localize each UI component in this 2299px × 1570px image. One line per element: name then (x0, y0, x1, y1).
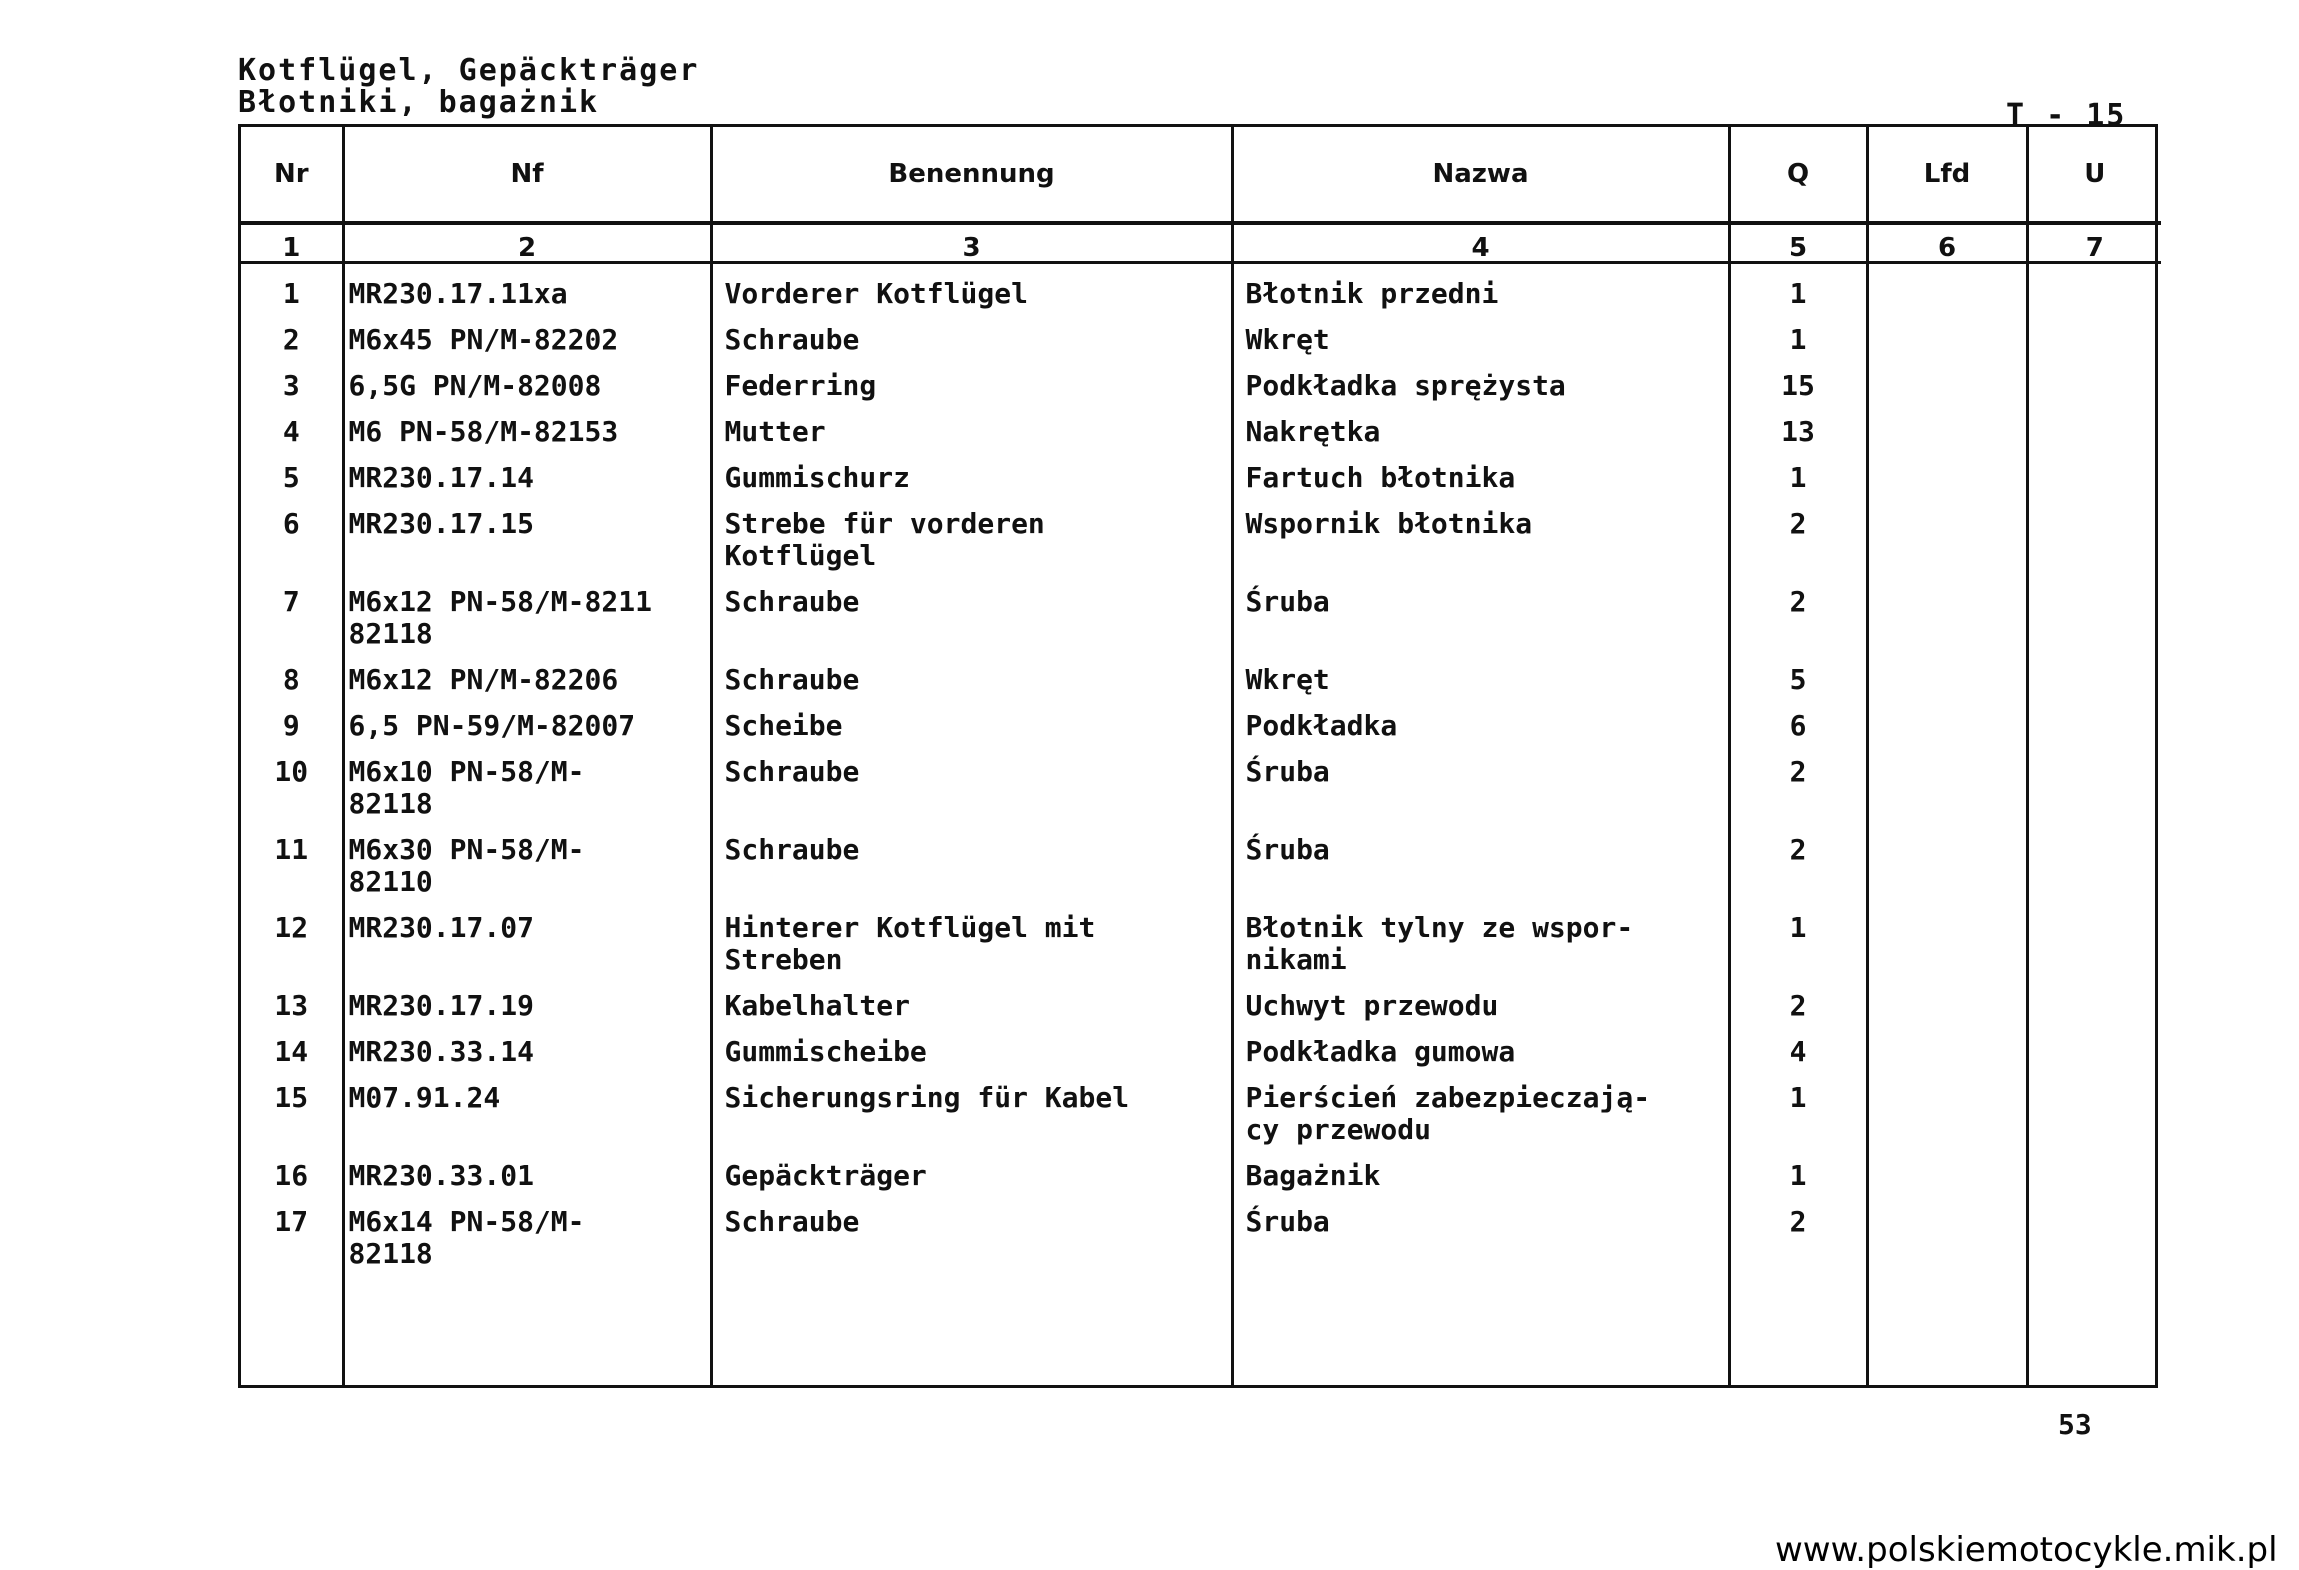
cell-nazwa: Podkładka sprężysta (1232, 356, 1729, 402)
cell-benennung: Scheibe (711, 696, 1232, 742)
col-number: 4 (1232, 223, 1729, 263)
cell-nr: 9 (282, 709, 300, 742)
cell-nr: 10 (274, 755, 309, 788)
cell-u (2027, 572, 2161, 650)
cell-nazwa: Nakrętka (1232, 402, 1729, 448)
cell-nf: M6x45 PN/M-82202 (343, 310, 711, 356)
empty-cell (241, 1270, 343, 1385)
col-header-nf: Nf (343, 127, 711, 223)
empty-cell (1729, 1270, 1867, 1385)
cell-lfd (1867, 820, 2027, 898)
cell-benennung: Schraube (711, 820, 1232, 898)
table-row (241, 1068, 2161, 1146)
cell-q: 2 (1729, 494, 1867, 572)
cell-u (2027, 356, 2161, 402)
cell-q: 13 (1729, 402, 1867, 448)
cell-nr: 13 (274, 989, 309, 1022)
cell-benennung: Schraube (711, 572, 1232, 650)
cell-nazwa: Wspornik błotnika (1232, 494, 1729, 572)
cell-lfd (1867, 650, 2027, 696)
table-row (241, 1192, 2161, 1270)
cell-nazwa: Śruba (1232, 820, 1729, 898)
table-row (241, 263, 2161, 311)
table-row (241, 494, 2161, 572)
cell-lfd (1867, 572, 2027, 650)
table-row (241, 356, 2161, 402)
cell-nr: 16 (274, 1159, 309, 1192)
cell-q: 1 (1729, 263, 1867, 311)
cell-nr: 4 (282, 415, 300, 448)
header-row (241, 127, 2161, 223)
cell-benennung: Strebe für vorderen Kotflügel (711, 494, 1232, 572)
table-row (241, 650, 2161, 696)
cell-lfd (1867, 448, 2027, 494)
cell-benennung: Mutter (711, 402, 1232, 448)
table-row (241, 696, 2161, 742)
cell-nr: 6 (282, 507, 300, 540)
cell-lfd (1867, 356, 2027, 402)
cell-q: 6 (1729, 696, 1867, 742)
cell-nr: 14 (274, 1035, 309, 1068)
cell-benennung: Gepäckträger (711, 1146, 1232, 1192)
cell-u (2027, 696, 2161, 742)
cell-u (2027, 1022, 2161, 1068)
cell-benennung: Hinterer Kotflügel mit Streben (711, 898, 1232, 976)
cell-lfd (1867, 1146, 2027, 1192)
col-number: 6 (1867, 223, 2027, 263)
empty-cell (343, 1270, 711, 1385)
cell-nr: 5 (282, 461, 300, 494)
cell-nazwa: Śruba (1232, 742, 1729, 820)
cell-benennung: Schraube (711, 742, 1232, 820)
cell-nf: 6,5G PN/M-82008 (343, 356, 711, 402)
cell-u (2027, 1146, 2161, 1192)
cell-lfd (1867, 742, 2027, 820)
col-header-nr: Nr (241, 127, 343, 223)
cell-benennung: Federring (711, 356, 1232, 402)
col-number: 7 (2027, 223, 2161, 263)
cell-nazwa: Śruba (1232, 1192, 1729, 1270)
table-row (241, 1022, 2161, 1068)
cell-nr: 17 (274, 1205, 309, 1238)
cell-nr: 2 (282, 323, 300, 356)
cell-q: 1 (1729, 898, 1867, 976)
cell-nr: 3 (282, 369, 300, 402)
table-row (241, 976, 2161, 1022)
cell-nazwa: Podkładka (1232, 696, 1729, 742)
table-row (241, 742, 2161, 820)
cell-benennung: Schraube (711, 1192, 1232, 1270)
col-number: 3 (711, 223, 1232, 263)
cell-q: 2 (1729, 820, 1867, 898)
cell-lfd (1867, 898, 2027, 976)
cell-u (2027, 263, 2161, 311)
cell-benennung: Schraube (711, 650, 1232, 696)
cell-u (2027, 448, 2161, 494)
col-header-u: U (2027, 127, 2161, 223)
cell-lfd (1867, 1068, 2027, 1146)
cell-lfd (1867, 696, 2027, 742)
col-header-q: Q (1729, 127, 1867, 223)
table-row (241, 448, 2161, 494)
cell-nf: 6,5 PN-59/M-82007 (343, 696, 711, 742)
filler-row (241, 1270, 2161, 1385)
cell-benennung: Gummischeibe (711, 1022, 1232, 1068)
cell-nr: 11 (274, 833, 309, 866)
col-header-nazwa: Nazwa (1232, 127, 1729, 223)
cell-q: 2 (1729, 976, 1867, 1022)
cell-u (2027, 1068, 2161, 1146)
cell-nazwa: Wkręt (1232, 650, 1729, 696)
watermark-url: www.polskiemotocykle.mik.pl (1775, 1530, 2278, 1570)
cell-u (2027, 650, 2161, 696)
cell-nf: M6x10 PN-58/M- 82118 (343, 742, 711, 820)
cell-lfd (1867, 976, 2027, 1022)
empty-cell (2027, 1270, 2161, 1385)
col-number: 5 (1729, 223, 1867, 263)
parts-table-frame (238, 124, 2158, 1388)
title-german: Kotflügel, Gepäckträger (238, 53, 700, 88)
cell-nf: M6x30 PN-58/M- 82110 (343, 820, 711, 898)
column-number-row (241, 223, 2161, 263)
cell-nf: MR230.17.15 (343, 494, 711, 572)
cell-nf: M6x12 PN/M-82206 (343, 650, 711, 696)
cell-nazwa: Fartuch błotnika (1232, 448, 1729, 494)
table-row (241, 898, 2161, 976)
cell-q: 5 (1729, 650, 1867, 696)
cell-nr: 8 (282, 663, 300, 696)
cell-benennung: Sicherungsring für Kabel (711, 1068, 1232, 1146)
table-row (241, 572, 2161, 650)
cell-nazwa: Błotnik przedni (1232, 263, 1729, 311)
cell-u (2027, 1192, 2161, 1270)
col-number: 2 (343, 223, 711, 263)
cell-lfd (1867, 310, 2027, 356)
empty-cell (711, 1270, 1232, 1385)
empty-cell (1867, 1270, 2027, 1385)
cell-nf: MR230.17.14 (343, 448, 711, 494)
cell-nazwa: Bagażnik (1232, 1146, 1729, 1192)
cell-nazwa: Błotnik tylny ze wspor- nikami (1232, 898, 1729, 976)
cell-nazwa: Podkładka gumowa (1232, 1022, 1729, 1068)
table-row (241, 402, 2161, 448)
cell-nazwa: Wkręt (1232, 310, 1729, 356)
table-body (241, 263, 2161, 1386)
cell-nazwa: Uchwyt przewodu (1232, 976, 1729, 1022)
cell-lfd (1867, 402, 2027, 448)
cell-lfd (1867, 494, 2027, 572)
cell-benennung: Schraube (711, 310, 1232, 356)
cell-q: 2 (1729, 1192, 1867, 1270)
col-header-benennung: Benennung (711, 127, 1232, 223)
cell-nr: 1 (282, 277, 300, 310)
cell-q: 1 (1729, 1068, 1867, 1146)
col-number: 1 (241, 223, 343, 263)
empty-cell (1232, 1270, 1729, 1385)
table-row (241, 310, 2161, 356)
cell-nr: 15 (274, 1081, 309, 1114)
cell-lfd (1867, 263, 2027, 311)
cell-q: 1 (1729, 448, 1867, 494)
cell-nazwa: Śruba (1232, 572, 1729, 650)
cell-q: 4 (1729, 1022, 1867, 1068)
cell-lfd (1867, 1192, 2027, 1270)
cell-nf: M6x12 PN-58/M-8211 82118 (343, 572, 711, 650)
cell-nf: MR230.17.19 (343, 976, 711, 1022)
cell-nr: 12 (274, 911, 309, 944)
cell-nf: MR230.33.01 (343, 1146, 711, 1192)
cell-nf: M6 PN-58/M-82153 (343, 402, 711, 448)
cell-u (2027, 402, 2161, 448)
cell-nf: M07.91.24 (343, 1068, 711, 1146)
cell-nf: M6x14 PN-58/M- 82118 (343, 1192, 711, 1270)
cell-nf: MR230.17.11xa (343, 263, 711, 311)
cell-benennung: Vorderer Kotflügel (711, 263, 1232, 311)
parts-table (241, 127, 2161, 1385)
table-code: T - 15 (2006, 98, 2127, 133)
cell-lfd (1867, 1022, 2027, 1068)
cell-u (2027, 898, 2161, 976)
cell-u (2027, 494, 2161, 572)
cell-nf: MR230.33.14 (343, 1022, 711, 1068)
cell-q: 2 (1729, 572, 1867, 650)
cell-u (2027, 820, 2161, 898)
cell-nr: 7 (282, 585, 300, 618)
page-number: 53 (2058, 1408, 2092, 1441)
cell-q: 1 (1729, 1146, 1867, 1192)
cell-u (2027, 976, 2161, 1022)
cell-nf: MR230.17.07 (343, 898, 711, 976)
cell-benennung: Kabelhalter (711, 976, 1232, 1022)
cell-q: 1 (1729, 310, 1867, 356)
table-row (241, 820, 2161, 898)
cell-u (2027, 742, 2161, 820)
table-row (241, 1146, 2161, 1192)
title-polish: Błotniki, bagażnik (238, 85, 600, 120)
cell-nazwa: Pierścień zabezpieczają- cy przewodu (1232, 1068, 1729, 1146)
cell-benennung: Gummischurz (711, 448, 1232, 494)
cell-u (2027, 310, 2161, 356)
cell-q: 15 (1729, 356, 1867, 402)
cell-q: 2 (1729, 742, 1867, 820)
col-header-lfd: Lfd (1867, 127, 2027, 223)
